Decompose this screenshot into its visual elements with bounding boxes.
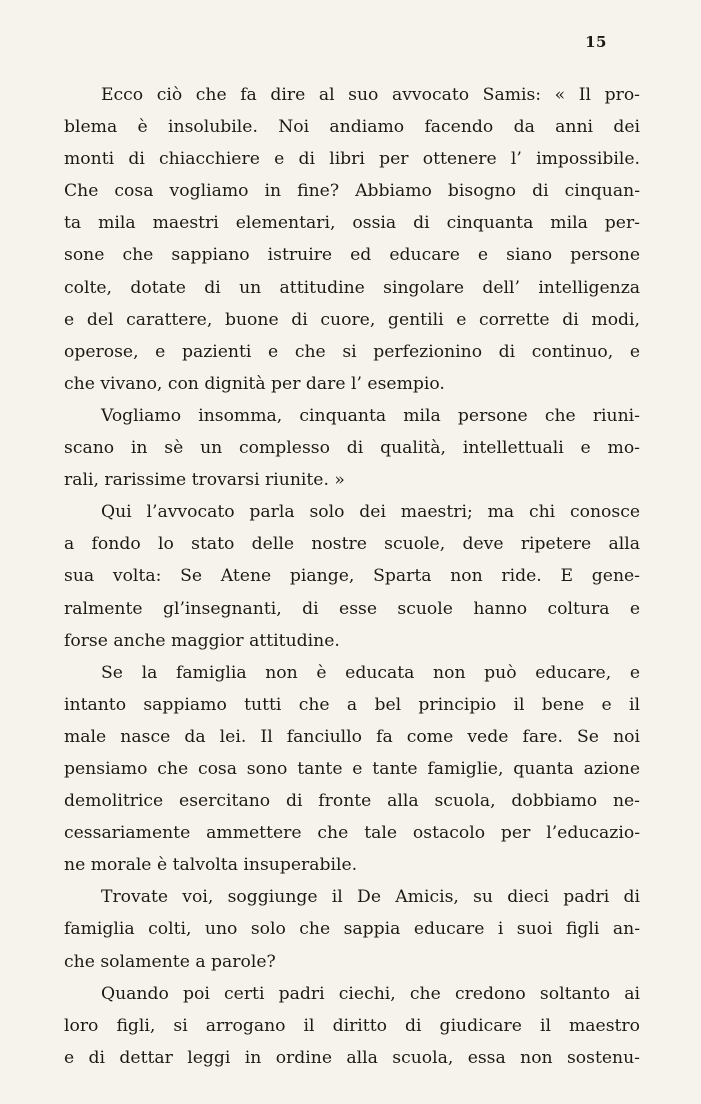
text-line: a fondo lo stato delle nostre scuole, deve ripetere alla bbox=[64, 534, 640, 555]
text-line: blema è insolubile. Noi andiamo facendo da anni dei bbox=[64, 117, 640, 138]
text-line: rali, rarissime trovarsi riunite. » bbox=[64, 470, 345, 491]
text-line: cessariamente ammettere che tale ostacolo per l’educazio- bbox=[64, 823, 640, 844]
text-line: demolitrice esercitano di fronte alla scuola, dobbiamo ne- bbox=[64, 791, 640, 812]
text-line: famiglia colti, uno solo che sappia educare i suoi figli an- bbox=[64, 919, 640, 940]
text-line: Se la famiglia non è educata non può educare, e bbox=[101, 662, 640, 683]
page-number: 15 bbox=[585, 33, 607, 51]
text-line: sone che sappiano istruire ed educare e siano persone bbox=[64, 245, 640, 266]
text-line: e del carattere, buone di cuore, gentili e corrette di modi, bbox=[64, 309, 640, 330]
text-line: ta mila maestri elementari, ossia di cinquanta mila per- bbox=[64, 213, 640, 234]
text-line: ralmente gl’insegnanti, di esse scuole hanno coltura e bbox=[64, 598, 640, 619]
text-line: Trovate voi, soggiunge il De Amicis, su dieci padri di bbox=[101, 887, 640, 908]
body-text bbox=[64, 79, 640, 1074]
text-line: e di dettar leggi in ordine alla scuola, essa non sostenu- bbox=[64, 1047, 640, 1068]
text-line: colte, dotate di un attitudine singolare dell’ intelligenza bbox=[64, 277, 640, 298]
text-line: Quando poi certi padri ciechi, che credono soltanto ai bbox=[101, 983, 640, 1004]
text-line: che vivano, con dignità per dare l’ esempio. bbox=[64, 373, 445, 394]
text-line: intanto sappiamo tutti che a bel principio il bene e il bbox=[64, 694, 640, 715]
text-line: operose, e pazienti e che si perfezionino di continuo, e bbox=[64, 341, 640, 362]
text-line: Vogliamo insomma, cinquanta mila persone che riuni- bbox=[101, 405, 640, 426]
text-line: forse anche maggior attitudine. bbox=[64, 630, 340, 651]
text-line: loro figli, si arrogano il diritto di giudicare il maestro bbox=[64, 1015, 640, 1036]
text-line: scano in sè un complesso di qualità, intellettuali e mo- bbox=[64, 438, 640, 459]
text-line: Qui l’avvocato parla solo dei maestri; ma chi conosce bbox=[101, 502, 640, 523]
text-line: Ecco ciò che fa dire al suo avvocato Samis: « Il pro- bbox=[101, 85, 640, 105]
text-line: monti di chiacchiere e di libri per ottenere l’ impossibile. bbox=[64, 149, 640, 170]
text-line: pensiamo che cosa sono tante e tante famiglie, quanta azione bbox=[64, 758, 640, 779]
text-line: che solamente a parole? bbox=[64, 951, 276, 972]
text-line: sua volta: Se Atene piange, Sparta non ride. E gene- bbox=[64, 566, 640, 587]
text-line: male nasce da lei. Il fanciullo fa come vede fare. Se noi bbox=[64, 726, 640, 747]
text-line: ne morale è talvolta insuperabile. bbox=[64, 855, 358, 876]
text-line: Che cosa vogliamo in fine? Abbiamo bisogno di cinquan- bbox=[64, 181, 640, 202]
